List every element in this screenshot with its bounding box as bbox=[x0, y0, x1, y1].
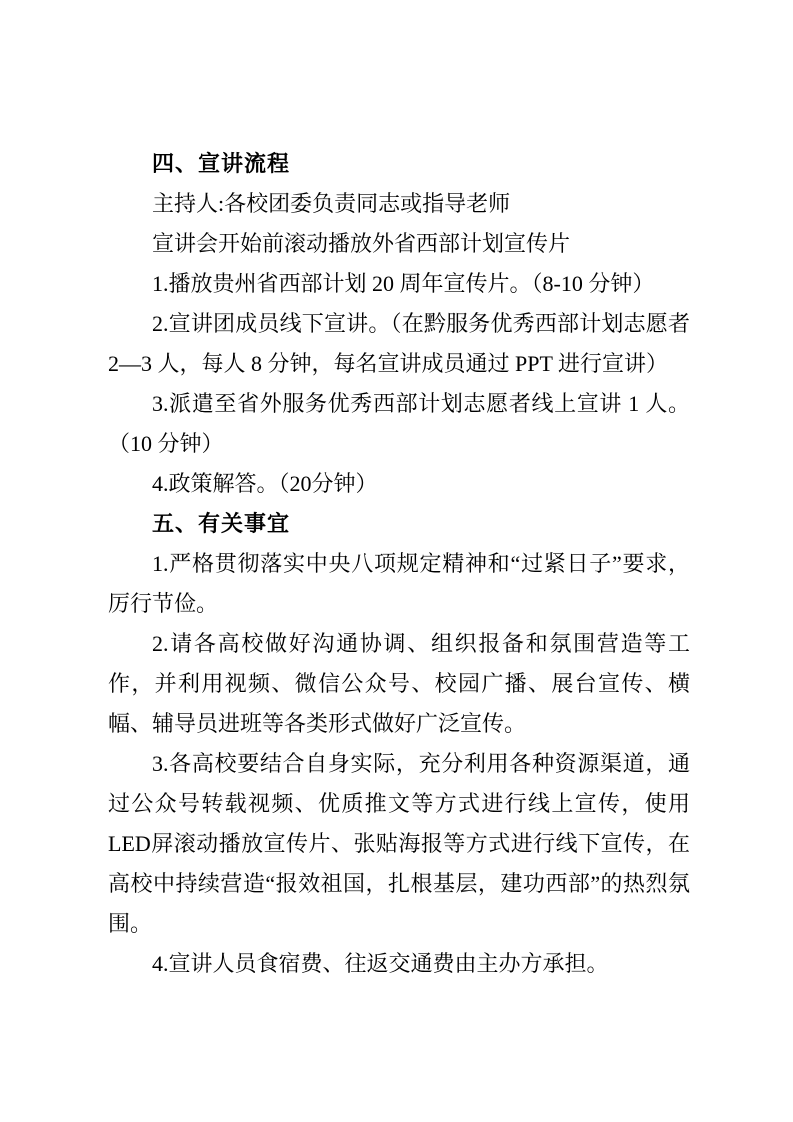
section-heading-related-matters: 五、有关事宜 bbox=[152, 511, 291, 536]
paragraph-pre-session-note: 宣讲会开始前滚动播放外省西部计划宣传片 bbox=[152, 231, 571, 256]
paragraph-matters-item-4: 4.宣讲人员食宿费、往返交通费由主办方承担。 bbox=[152, 951, 609, 976]
paragraph-host: 主持人:各校团委负责同志或指导老师 bbox=[152, 191, 511, 216]
section-heading-lecture-flow: 四、宣讲流程 bbox=[152, 151, 291, 176]
paragraph-flow-item-3: 3.派遣至省外服务优秀西部计划志愿者线上宣讲 1 人。（10 分钟） bbox=[108, 391, 690, 456]
paragraph-flow-item-4: 4.政策解答。（20分钟） bbox=[152, 471, 378, 496]
paragraph-flow-item-2: 2.宣讲团成员线下宣讲。（在黔服务优秀西部计划志愿者 2—3 人，每人 8 分钟，每名宣讲成员通过 PPT 进行宣讲） bbox=[108, 311, 690, 376]
paragraph-matters-item-1: 1.严格贯彻落实中央八项规定精神和“过紧日子”要求，厉行节俭。 bbox=[108, 551, 690, 616]
document-body bbox=[108, 144, 690, 984]
paragraph-matters-item-3: 3.各高校要结合自身实际，充分利用各种资源渠道，通过公众号转载视频、优质推文等方式进行线上宣传，使用LED屏滚动播放宣传片、张贴海报等方式进行线下宣传，在高校中持续营造“报效祖国，扎根基层，建功西部”的热烈氛围。 bbox=[108, 751, 690, 936]
paragraph-flow-item-1: 1.播放贵州省西部计划 20 周年宣传片。（8-10 分钟） bbox=[152, 271, 655, 296]
paragraph-matters-item-2: 2.请各高校做好沟通协调、组织报备和氛围营造等工作，并利用视频、微信公众号、校园广播、展台宣传、横幅、辅导员进班等各类形式做好广泛宣传。 bbox=[108, 631, 690, 736]
